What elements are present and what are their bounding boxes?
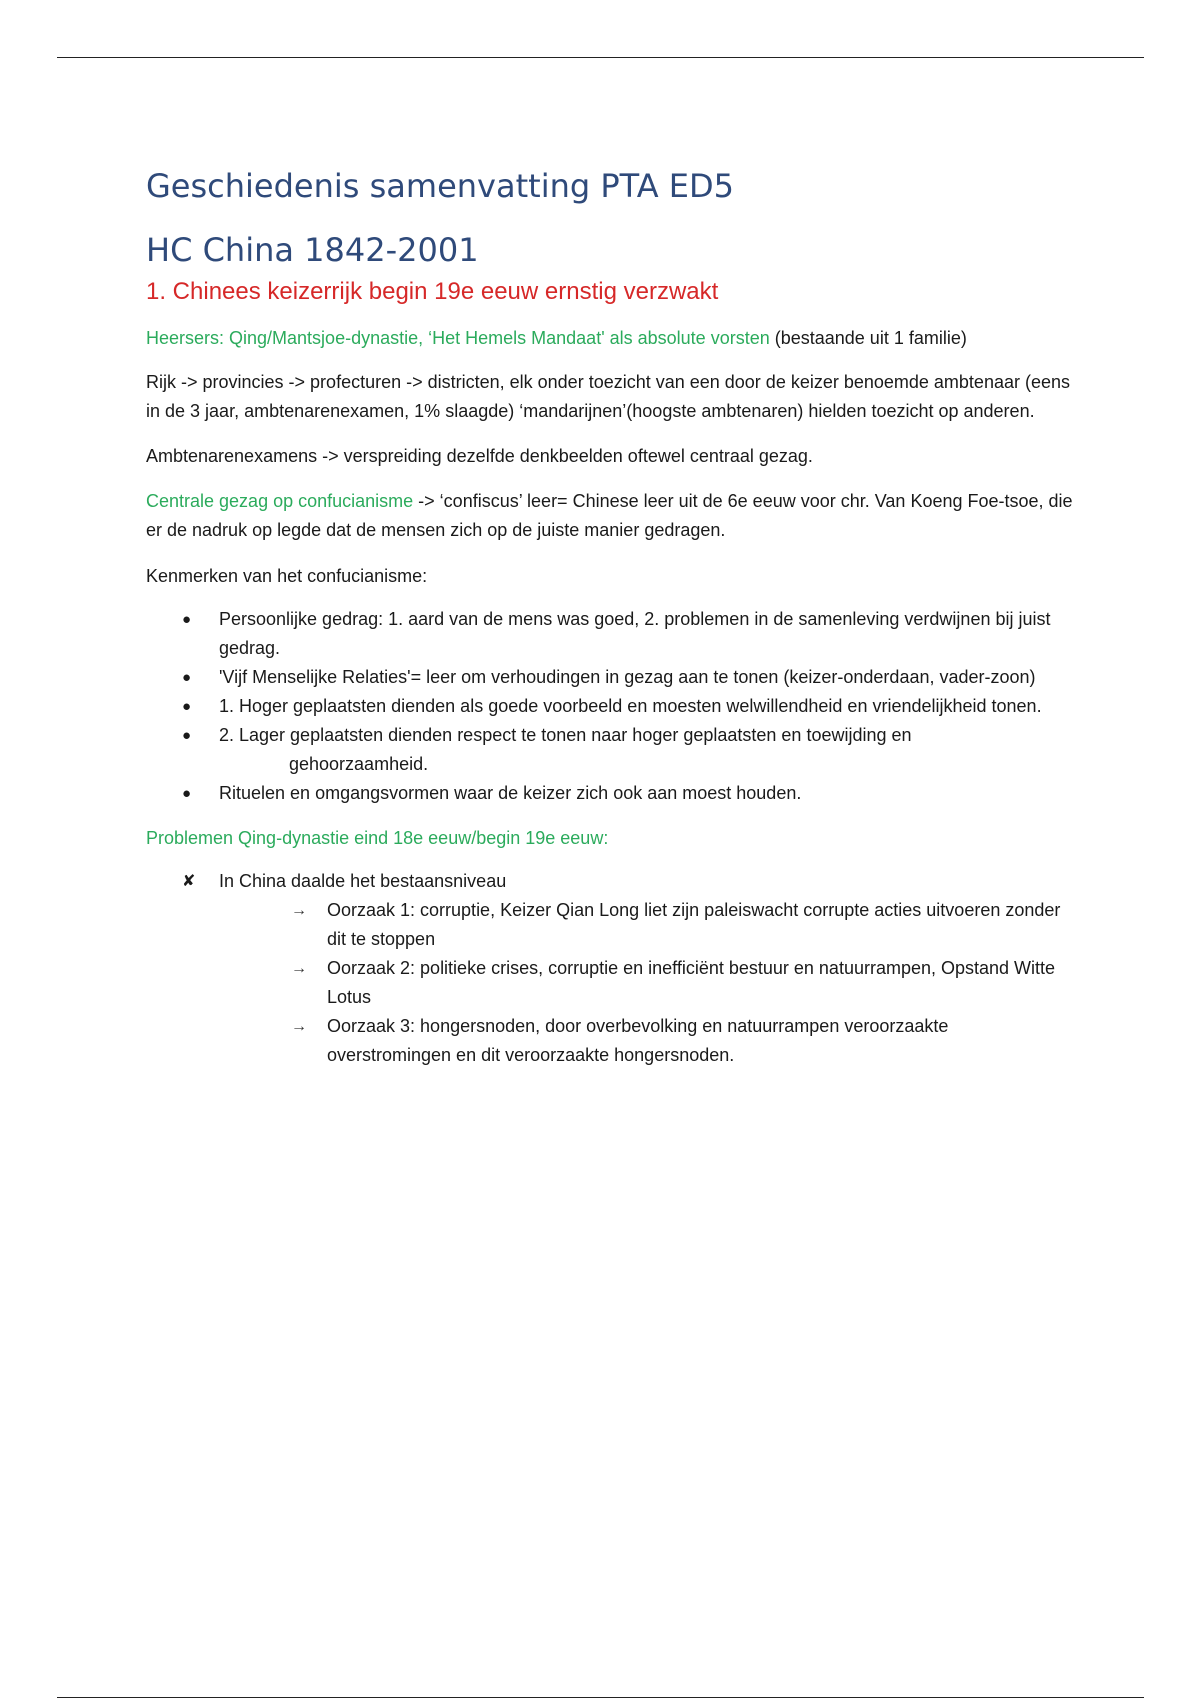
bullet-icon: ● bbox=[182, 611, 192, 628]
list-item-text: 1. Hoger geplaatsten dienden als goede voorbeeld en moesten welwillendheid en vriendelijkheid tonen. bbox=[219, 696, 1042, 716]
list-item bbox=[146, 779, 1076, 808]
document-subtitle: HC China 1842-2001 bbox=[146, 231, 479, 269]
cause-item bbox=[219, 954, 1076, 1012]
list-item bbox=[146, 867, 1076, 1070]
cause-item-text: Oorzaak 2: politieke crises, corruptie en inefficiënt bestuur en natuurrampen, Opstand Witte Lotus bbox=[327, 958, 1056, 1007]
header-rule bbox=[57, 57, 1144, 58]
arrow-right-icon: → bbox=[291, 902, 307, 919]
arrow-right-icon: → bbox=[291, 960, 307, 977]
paragraph-rulers-text: (bestaande uit 1 familie) bbox=[769, 328, 967, 348]
list-item bbox=[146, 721, 1076, 779]
list-item-text: In China daalde het bestaansniveau bbox=[219, 871, 507, 891]
characteristics-list bbox=[146, 605, 1076, 808]
footer-rule bbox=[57, 1697, 1144, 1698]
problems-list bbox=[146, 867, 1076, 1070]
list-item bbox=[146, 692, 1076, 721]
paragraph-problems-heading: Problemen Qing-dynastie eind 18e eeuw/begin 19e eeuw: bbox=[146, 828, 609, 848]
cross-icon: ✘ bbox=[182, 873, 196, 890]
list-item bbox=[146, 605, 1076, 663]
bullet-icon: ● bbox=[182, 698, 192, 715]
section-heading: 1. Chinees keizerrijk begin 19e eeuw ernstig verzwakt bbox=[146, 278, 719, 305]
paragraph-administration: Rijk -> provincies -> profecturen -> districten, elk onder toezicht van een door de keizer benoemde ambtenaar (eens in de 3 jaar, ambtenarenexamen, 1% slaagde) ‘mandarijnen’(hoogste ambtenaren) hielden toezicht op anderen. bbox=[146, 372, 1070, 421]
list-item-text: Rituelen en omgangsvormen waar de keizer zich ook aan moest houden. bbox=[219, 783, 802, 803]
arrow-right-icon: → bbox=[291, 1018, 307, 1035]
document-title: Geschiedenis samenvatting PTA ED5 bbox=[146, 167, 734, 205]
paragraph-confucianism-highlight: Centrale gezag op confucianisme bbox=[146, 491, 414, 511]
bullet-icon: ● bbox=[182, 785, 192, 802]
list-item bbox=[146, 663, 1076, 692]
paragraph-exams: Ambtenarenexamens -> verspreiding dezelfde denkbeelden oftewel centraal gezag. bbox=[146, 446, 813, 466]
cause-item-text: Oorzaak 3: hongersnoden, door overbevolking en natuurrampen veroorzaakte overstromingen en dit veroorzaakte hongersnoden. bbox=[327, 1016, 949, 1065]
paragraph-rulers-highlight: Heersers: Qing/Mantsjoe-dynastie, ‘Het Hemels Mandaat' als absolute vorsten bbox=[146, 328, 770, 348]
paragraph-characteristics: Kenmerken van het confucianisme: bbox=[146, 566, 428, 586]
causes-list bbox=[219, 896, 1076, 1070]
paragraph-confucianism-text: -> ‘confiscus’ leer= Chinese leer uit de 6e eeuw voor chr. Van Koeng Foe-tsoe, die er de nadruk op legde dat de mensen zich op de juiste manier gedragen. bbox=[146, 491, 1073, 540]
list-item-text: 2. Lager geplaatsten dienden respect te tonen naar hoger geplaatsten en toewijding en bbox=[219, 725, 912, 745]
list-item-text-continuation: gehoorzaamheid. bbox=[289, 754, 429, 774]
cause-item-text: Oorzaak 1: corruptie, Keizer Qian Long liet zijn paleiswacht corrupte acties uitvoeren zonder dit te stoppen bbox=[327, 900, 1061, 949]
bullet-icon: ● bbox=[182, 727, 192, 744]
bullet-icon: ● bbox=[182, 669, 192, 686]
cause-item bbox=[219, 1012, 1076, 1070]
paragraph-rulers bbox=[146, 324, 1076, 353]
list-item-text: 'Vijf Menselijke Relaties'= leer om verhoudingen in gezag aan te tonen (keizer-onderdaan, vader-zoon) bbox=[219, 667, 1036, 687]
list-item-text: Persoonlijke gedrag: 1. aard van de mens was goed, 2. problemen in de samenleving verdwijnen bij juist gedrag. bbox=[219, 609, 1051, 658]
paragraph-confucianism bbox=[146, 487, 1076, 545]
document-page bbox=[146, 164, 1076, 1070]
cause-item bbox=[219, 896, 1076, 954]
